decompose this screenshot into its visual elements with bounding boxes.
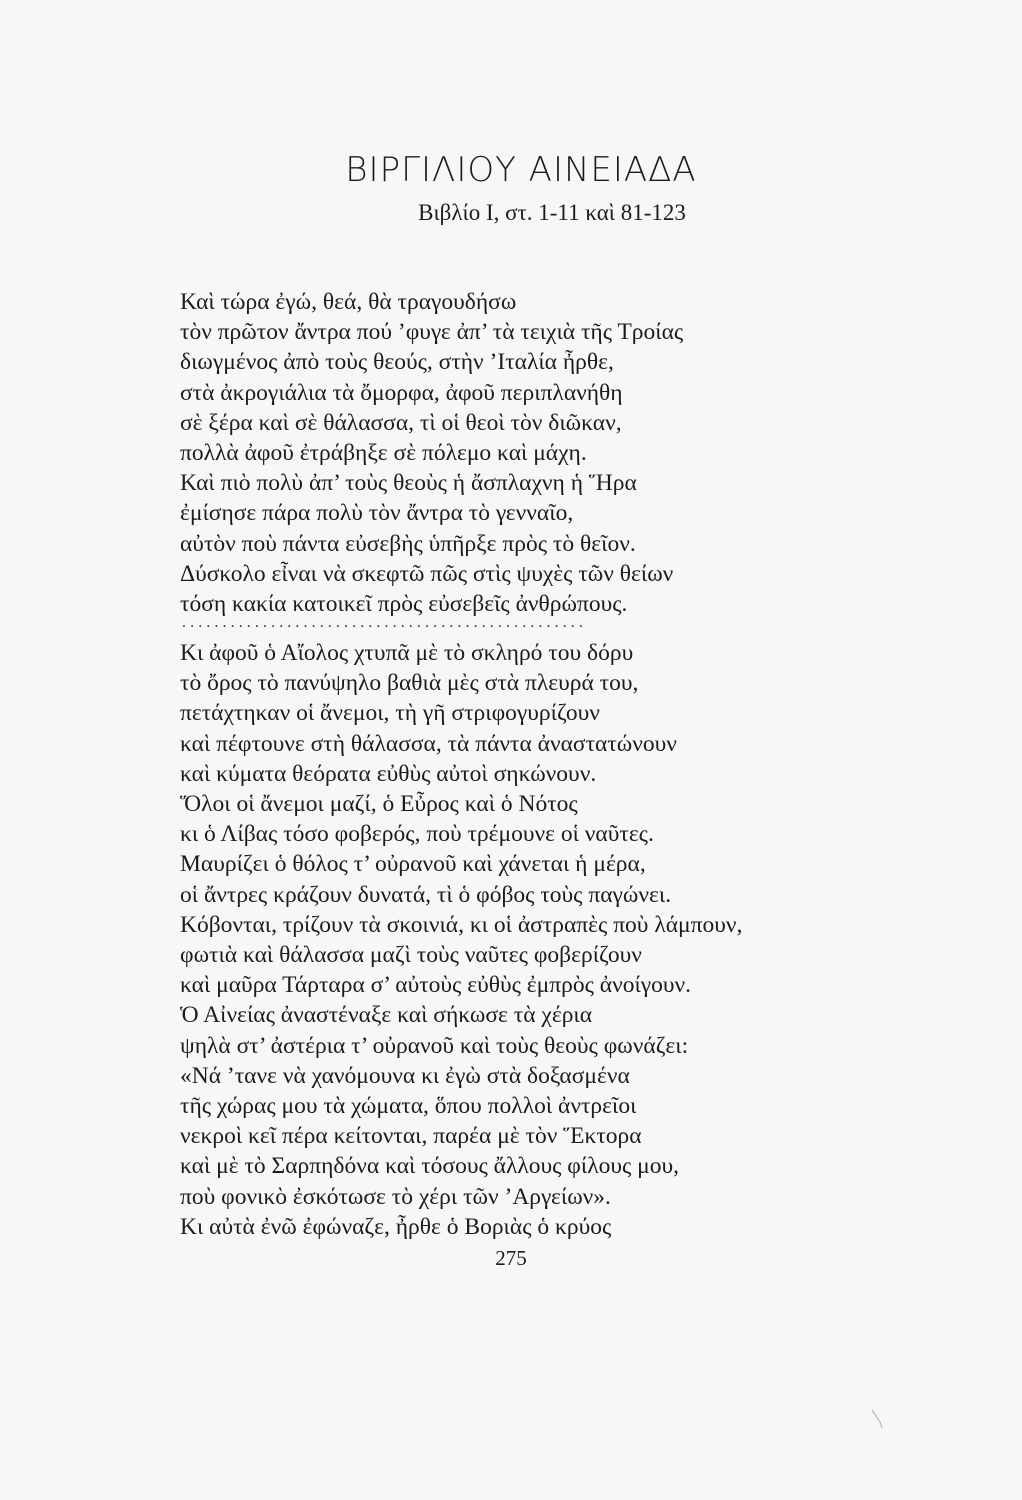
poem-line: ποὺ φονικὸ ἐσκότωσε τὸ χέρι τῶν ’Αργείων».: [180, 1183, 611, 1210]
poem-line: Ὁ Αἰνείας ἀναστέναξε καὶ σήκωσε τὰ χέρια: [180, 1002, 593, 1029]
poem-line: Ὅλοι οἱ ἄνεμοι μαζί, ὁ Εὖρος καὶ ὁ Νότος: [180, 791, 578, 818]
ellipsis-separator: ..................................................: [182, 614, 587, 631]
page-subtitle: Βιβλίο Ι, στ. 1-11 καὶ 81-123: [418, 200, 686, 225]
poem-line: ἐμίσησε πάρα πολὺ τὸν ἄντρα τὸ γενναῖο,: [180, 500, 574, 527]
poem-line: σὲ ξέρα καὶ σὲ θάλασσα, τὶ οἱ θεοὶ τὸν διῶκαν,: [180, 409, 622, 436]
scan-mark-icon: [870, 1408, 884, 1430]
poem-line: πολλὰ ἀφοῦ ἐτράβηξε σὲ πόλεμο καὶ μάχη.: [180, 440, 587, 467]
poem-line: Καὶ πιὸ πολὺ ἀπ’ τοὺς θεοὺς ἡ ἄσπλαχνη ἡ Ἥρα: [180, 470, 637, 497]
poem-stanza-2: [180, 638, 860, 1242]
page-title: ΒΙΡΓΙΛΙΟΥ ΑΙΝΕΙΑΔΑ: [345, 150, 697, 190]
poem-line: αὐτὸν ποὺ πάντα εὐσεβὴς ὑπῆρξε πρὸς τὸ θεῖον.: [180, 530, 636, 557]
poem-line: καὶ κύματα θεόρατα εὐθὺς αὐτοὶ σηκώνουν.: [180, 760, 597, 787]
poem-line: διωγμένος ἀπὸ τοὺς θεούς, στὴν ’Ιταλία ἦρθε,: [180, 349, 614, 376]
poem-line: τῆς χώρας μου τὰ χώματα, ὅπου πολλοὶ ἀντρεῖοι: [180, 1093, 637, 1120]
poem-line: καὶ πέφτουνε στὴ θάλασσα, τὰ πάντα ἀναστατώνουν: [180, 730, 677, 757]
poem-stanza-1: [180, 287, 860, 619]
poem-line: τὸν πρῶτον ἄντρα πού ’φυγε ἀπ’ τὰ τειχιὰ τῆς Τροίας: [180, 319, 684, 346]
poem-line: Καὶ τώρα ἐγώ, θεά, θὰ τραγουδήσω: [180, 289, 517, 315]
poem-line: «Νά ’τανε νὰ χανόμουνα κι ἐγὼ στὰ δοξασμένα: [180, 1062, 630, 1089]
poem-line: φωτιὰ καὶ θάλασσα μαζὶ τοὺς ναῦτες φοβερίζουν: [180, 942, 642, 969]
poem-line: Μαυρίζει ὁ θόλος τ’ οὐρανοῦ καὶ χάνεται ἡ μέρα,: [180, 851, 646, 878]
poem-line: πετάχτηκαν οἱ ἄνεμοι, τὴ γῆ στριφογυρίζουν: [180, 700, 600, 727]
poem-line: κι ὁ Λίβας τόσο φοβερός, ποὺ τρέμουνε οἱ ναῦτες.: [180, 821, 654, 848]
poem-line: καὶ μαῦρα Τάρταρα σ’ αὐτοὺς εὐθὺς ἐμπρὸς ἀνοίγουν.: [180, 972, 692, 999]
poem-line: Κόβονται, τρίζουν τὰ σκοινιά, κι οἱ ἀστραπὲς ποὺ λάμπουν,: [180, 911, 743, 938]
page-number: 275: [495, 1246, 527, 1270]
poem-line: τόση κακία κατοικεῖ πρὸς εὐσεβεῖς ἀνθρώπους.: [180, 591, 628, 618]
poem-line: Κι ἀφοῦ ὁ Αἴολος χτυπᾶ μὲ τὸ σκληρό του δόρυ: [180, 640, 634, 666]
poem-line: Κι αὐτὰ ἐνῶ ἐφώναζε, ἦρθε ὁ Βοριὰς ὁ κρύος: [180, 1213, 612, 1240]
poem-line: τὸ ὄρος τὸ πανύψηλο βαθιὰ μὲς στὰ πλευρά του,: [180, 670, 639, 697]
poem-line: Δύσκολο εἶναι νὰ σκεφτῶ πῶς στὶς ψυχὲς τῶν θείων: [180, 560, 674, 587]
poem-line: νεκροὶ κεῖ πέρα κείτονται, παρέα μὲ τὸν Ἕκτορα: [180, 1123, 642, 1150]
poem-line: ψηλὰ στ’ ἀστέρια τ’ οὐρανοῦ καὶ τοὺς θεοὺς φωνάζει:: [180, 1032, 689, 1059]
poem-line: στὰ ἀκρογιάλια τὰ ὄμορφα, ἀφοῦ περιπλανήθη: [180, 379, 623, 406]
poem-line: καὶ μὲ τὸ Σαρπηδόνα καὶ τόσους ἄλλους φίλους μου,: [180, 1153, 680, 1180]
poem-line: οἱ ἄντρες κράζουν δυνατά, τὶ ὁ φόβος τοὺς παγώνει.: [180, 881, 672, 908]
